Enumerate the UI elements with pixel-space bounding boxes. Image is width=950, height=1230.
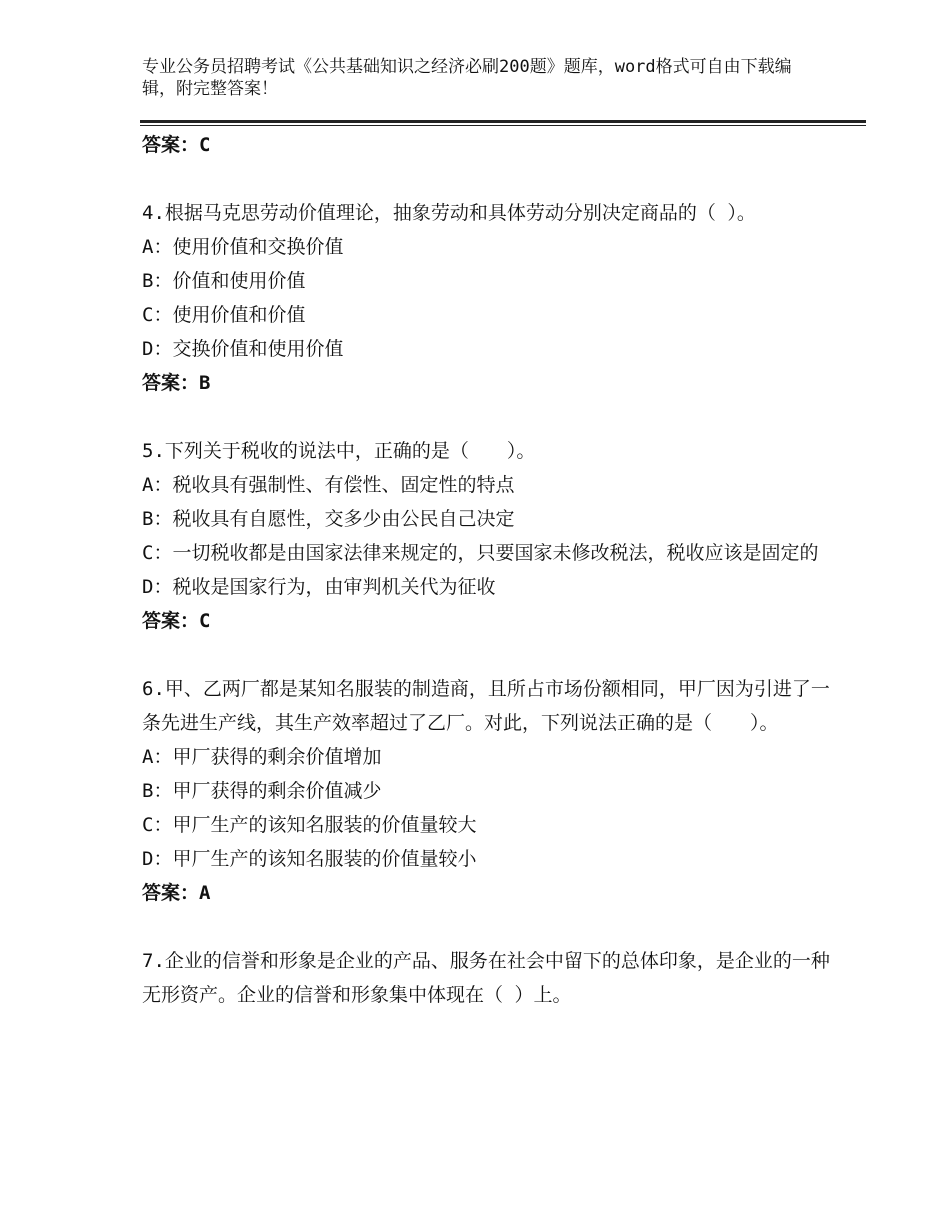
page-header: 专业公务员招聘考试《公共基础知识之经济必刷200题》题库，word格式可自由下载编辑，附完整答案！ [142, 57, 792, 99]
option-d: D：甲厂生产的该知名服装的价值量较小 [142, 848, 477, 870]
option-b: B：价值和使用价值 [142, 270, 306, 292]
option-a: A：税收具有强制性、有偿性、固定性的特点 [142, 474, 515, 496]
question-stem: 4.根据马克思劳动价值理论，抽象劳动和具体劳动分别决定商品的（ ）。 [142, 202, 756, 224]
spacer [142, 162, 832, 196]
option-c: C：使用价值和价值 [142, 304, 306, 326]
question-list [142, 128, 832, 1012]
spacer [142, 638, 832, 672]
option-a: A：使用价值和交换价值 [142, 236, 344, 258]
question-block [142, 196, 832, 400]
question-block [142, 672, 832, 910]
answer-label: 答案：C [142, 134, 211, 156]
option-d: D：税收是国家行为，由审判机关代为征收 [142, 576, 496, 598]
question-block [142, 944, 832, 1012]
option-b: B：甲厂获得的剩余价值减少 [142, 780, 382, 802]
answer-label: 答案：C [142, 610, 211, 632]
spacer [142, 400, 832, 434]
option-a: A：甲厂获得的剩余价值增加 [142, 746, 382, 768]
option-d: D：交换价值和使用价值 [142, 338, 344, 360]
question-stem: 5.下列关于税收的说法中，正确的是（ ）。 [142, 440, 536, 462]
question-stem: 7.企业的信誉和形象是企业的产品、服务在社会中留下的总体印象，是企业的一种无形资产。企业的信誉和形象集中体现在（ ）上。 [142, 950, 830, 1006]
spacer [142, 910, 832, 944]
option-c: C：甲厂生产的该知名服装的价值量较大 [142, 814, 477, 836]
header-rule-thin [140, 125, 866, 126]
question-stem: 6.甲、乙两厂都是某知名服装的制造商，且所占市场份额相同，甲厂因为引进了一条先进生产线，其生产效率超过了乙厂。对此，下列说法正确的是（ ）。 [142, 678, 830, 734]
answer-label: 答案：A [142, 882, 211, 904]
header-rule-thick [140, 120, 866, 123]
option-b: B：税收具有自愿性，交多少由公民自己决定 [142, 508, 515, 530]
answer-label: 答案：B [142, 372, 211, 394]
question-block [142, 434, 832, 638]
option-c: C：一切税收都是由国家法律来规定的，只要国家未修改税法，税收应该是固定的 [142, 542, 819, 564]
